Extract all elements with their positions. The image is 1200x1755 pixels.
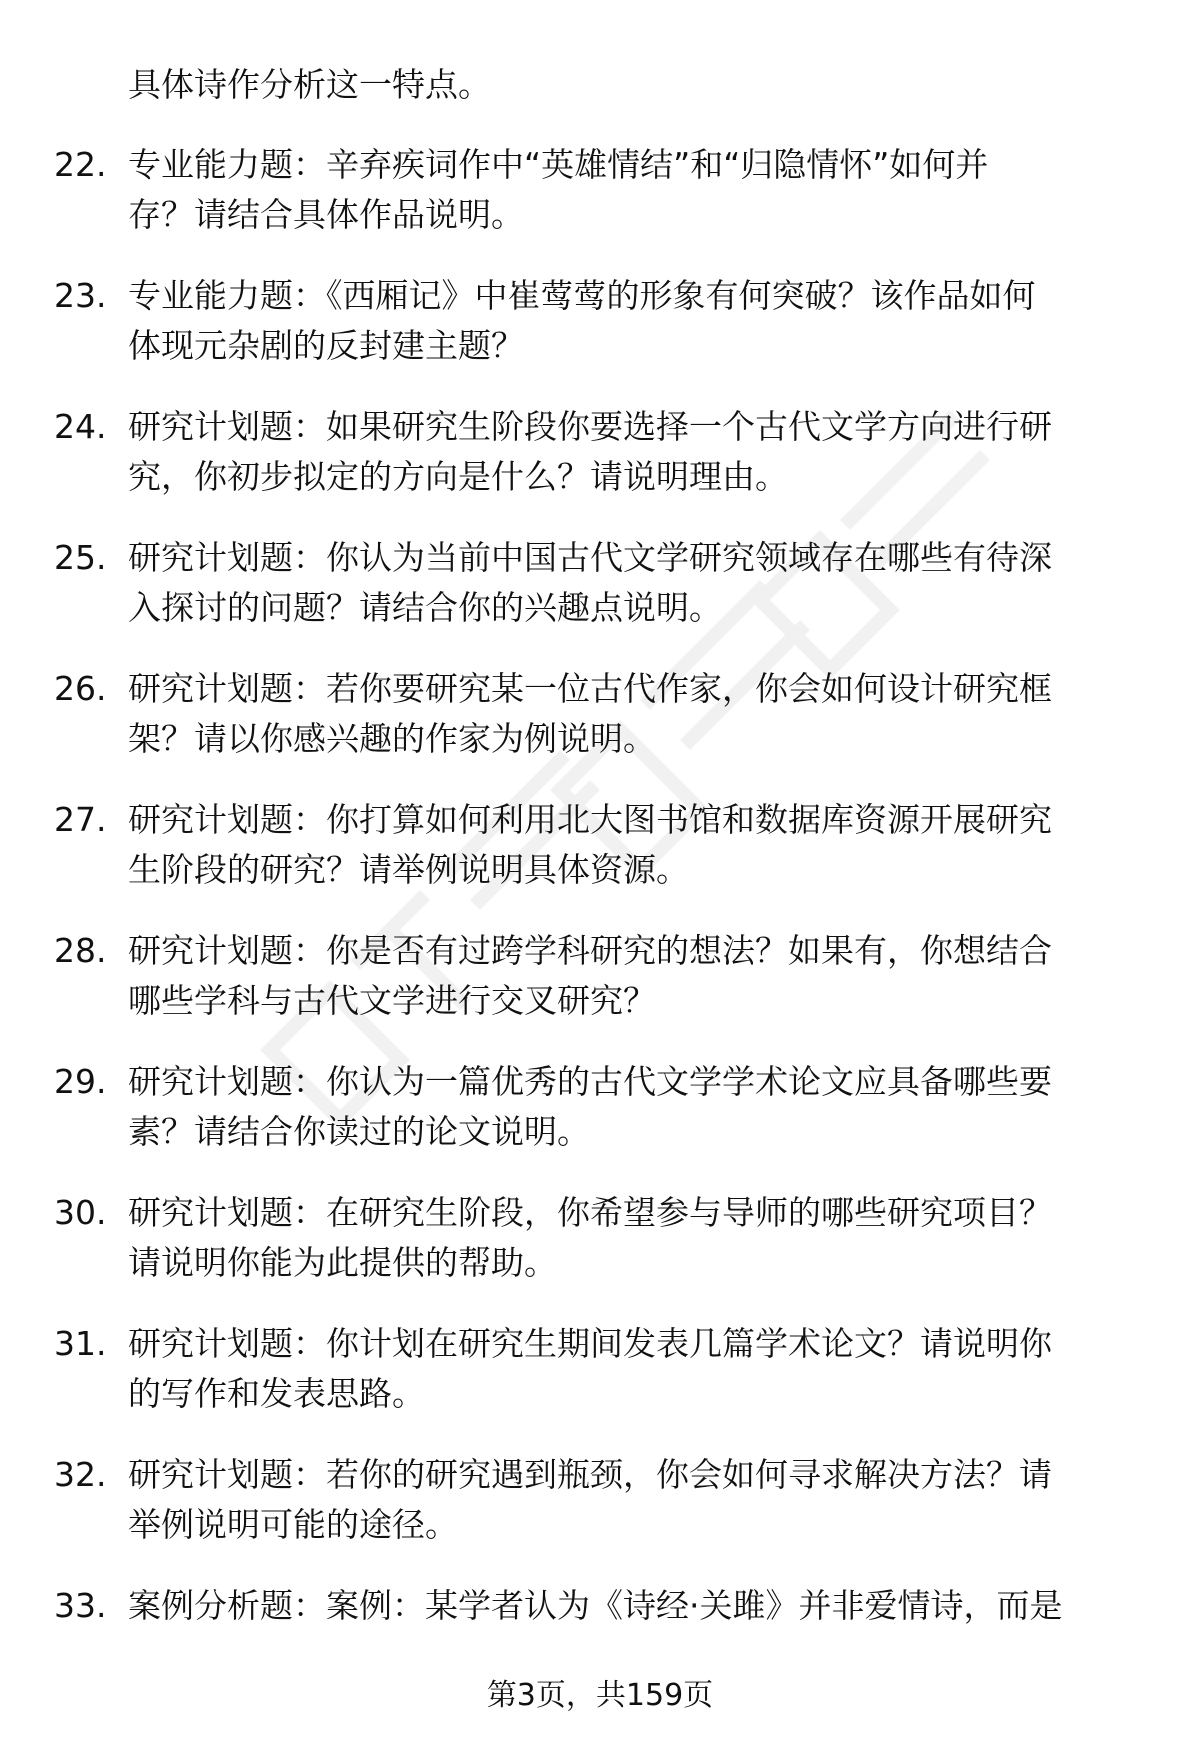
question-item <box>0 795 1200 926</box>
question-number: 22. <box>54 145 107 184</box>
continuation-text: 具体诗作分析这一特点。 <box>128 65 491 104</box>
question-text-line: 专业能力题：《西厢记》中崔莺莺的形象有何突破？该作品如何 <box>128 276 1036 315</box>
question-text-line: 研究计划题：你认为一篇优秀的古代文学学术论文应具备哪些要 <box>128 1062 1052 1101</box>
question-text <box>128 1188 1148 1288</box>
question-text <box>128 402 1148 502</box>
question-text-line: 素？请结合你读过的论文说明。 <box>128 1112 590 1151</box>
question-text-line: 专业能力题：辛弃疾词作中“英雄情结”和“归隐情怀”如何并 <box>128 145 989 184</box>
question-text <box>128 926 1148 1026</box>
question-text-line: 研究计划题：如果研究生阶段你要选择一个古代文学方向进行研 <box>128 407 1052 446</box>
question-item <box>0 1188 1200 1319</box>
question-text-line: 研究计划题：若你要研究某一位古代作家，你会如何设计研究框 <box>128 669 1052 708</box>
question-item <box>0 664 1200 795</box>
question-text-line: 架？请以你感兴趣的作家为例说明。 <box>128 719 656 758</box>
question-text-line: 体现元杂剧的反封建主题？ <box>128 326 524 365</box>
question-item <box>0 402 1200 533</box>
question-number: 30. <box>54 1193 107 1232</box>
question-item <box>0 1057 1200 1188</box>
question-text-line: 研究计划题：你认为当前中国古代文学研究领域存在哪些有待深 <box>128 538 1052 577</box>
question-text-line: 请说明你能为此提供的帮助。 <box>128 1243 557 1282</box>
question-number: 24. <box>54 407 107 446</box>
question-number: 28. <box>54 931 107 970</box>
question-text <box>128 533 1148 633</box>
question-text <box>128 271 1148 371</box>
question-number: 23. <box>54 276 107 315</box>
question-text-line: 的写作和发表思路。 <box>128 1374 425 1413</box>
question-text-line: 存？请结合具体作品说明。 <box>128 195 524 234</box>
question-text-line: 哪些学科与古代文学进行交叉研究？ <box>128 981 656 1020</box>
question-number: 32. <box>54 1455 107 1494</box>
question-text-line: 研究计划题：在研究生阶段，你希望参与导师的哪些研究项目？ <box>128 1193 1052 1232</box>
question-item <box>0 926 1200 1057</box>
question-item <box>0 271 1200 402</box>
question-text-line: 究，你初步拟定的方向是什么？请说明理由。 <box>128 457 788 496</box>
question-text-line: 研究计划题：你是否有过跨学科研究的想法？如果有，你想结合 <box>128 931 1052 970</box>
question-text-line: 举例说明可能的途径。 <box>128 1505 458 1544</box>
question-text <box>128 664 1148 764</box>
question-number: 27. <box>54 800 107 839</box>
question-list <box>0 140 1200 1712</box>
question-text-line: 生阶段的研究？请举例说明具体资源。 <box>128 850 689 889</box>
page-footer: 第3页，共159页 <box>486 1678 714 1713</box>
question-text-line: 研究计划题：你计划在研究生期间发表几篇学术论文？请说明你 <box>128 1324 1052 1363</box>
question-item <box>0 1450 1200 1581</box>
question-text-line: 研究计划题：若你的研究遇到瓶颈，你会如何寻求解决方法？请 <box>128 1455 1052 1494</box>
question-text <box>128 140 1148 240</box>
question-text <box>128 795 1148 895</box>
question-number: 25. <box>54 538 107 577</box>
question-text <box>128 1319 1148 1419</box>
question-number: 29. <box>54 1062 107 1101</box>
question-number: 33. <box>54 1586 107 1625</box>
question-item <box>0 140 1200 271</box>
question-text <box>128 1450 1148 1550</box>
question-text-line: 入探讨的问题？请结合你的兴趣点说明。 <box>128 588 722 627</box>
question-item <box>0 533 1200 664</box>
question-text-line: 研究计划题：你打算如何利用北大图书馆和数据库资源开展研究 <box>128 800 1052 839</box>
question-item <box>0 1319 1200 1450</box>
question-number: 31. <box>54 1324 107 1363</box>
question-number: 26. <box>54 669 107 708</box>
question-text <box>128 1057 1148 1157</box>
question-text-line: 案例分析题：案例：某学者认为《诗经·关雎》并非爱情诗，而是 <box>128 1586 1063 1625</box>
question-text <box>128 1581 1148 1631</box>
